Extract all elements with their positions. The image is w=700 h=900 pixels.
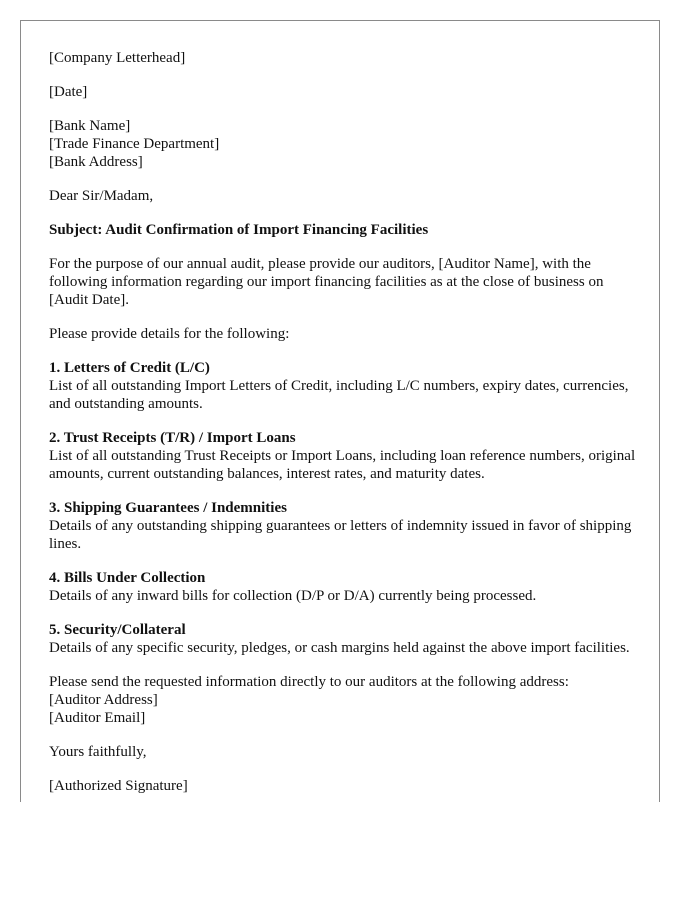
section-heading: 4. Bills Under Collection xyxy=(49,570,206,586)
section-body: Details of any outstanding shipping guarantees or letters of indemnity issued in favor of shipping lines. xyxy=(49,518,632,552)
section-heading: 2. Trust Receipts (T/R) / Import Loans xyxy=(49,430,296,446)
section-heading: 3. Shipping Guarantees / Indemnities xyxy=(49,500,287,516)
section-body: List of all outstanding Trust Receipts or Import Loans, including loan reference numbers, original amounts, current outstanding balances, interest rates, and maturity dates. xyxy=(49,448,636,482)
auditor-address: [Auditor Address] xyxy=(49,692,158,708)
letter-date: [Date] xyxy=(49,84,88,100)
letterhead: [Company Letterhead] xyxy=(49,50,186,66)
send-instruction-block xyxy=(49,673,637,727)
send-instruction: Please send the requested information directly to our auditors at the following address: xyxy=(49,674,569,690)
bank-department: [Trade Finance Department] xyxy=(49,136,220,152)
bank-name: [Bank Name] xyxy=(49,118,131,134)
signature: [Authorized Signature] xyxy=(49,778,188,794)
letter-page xyxy=(20,20,660,802)
intro-paragraph: For the purpose of our annual audit, please provide our auditors, [Auditor Name], with the following information regarding our import financing facilities as at the close of business on [Audit Date]. xyxy=(49,256,604,308)
section-body: List of all outstanding Import Letters of Credit, including L/C numbers, expiry dates, currencies, and outstanding amounts. xyxy=(49,378,629,412)
section-body: Details of any inward bills for collection (D/P or D/A) currently being processed. xyxy=(49,588,537,604)
section-heading: 5. Security/Collateral xyxy=(49,622,186,638)
subject-line: Subject: Audit Confirmation of Import Financing Facilities xyxy=(49,222,429,238)
request-intro: Please provide details for the following: xyxy=(49,326,290,342)
letter-body xyxy=(49,49,637,802)
section-item xyxy=(49,499,637,553)
section-item xyxy=(49,429,637,483)
section-item xyxy=(49,621,637,657)
section-body: Details of any specific security, pledges, or cash margins held against the above import facilities. xyxy=(49,640,630,656)
salutation: Dear Sir/Madam, xyxy=(49,188,154,204)
closing: Yours faithfully, xyxy=(49,744,147,760)
section-item xyxy=(49,359,637,413)
bank-address: [Bank Address] xyxy=(49,154,143,170)
section-heading: 1. Letters of Credit (L/C) xyxy=(49,360,210,376)
auditor-email: [Auditor Email] xyxy=(49,710,146,726)
section-item xyxy=(49,569,637,605)
recipient-block xyxy=(49,117,637,171)
